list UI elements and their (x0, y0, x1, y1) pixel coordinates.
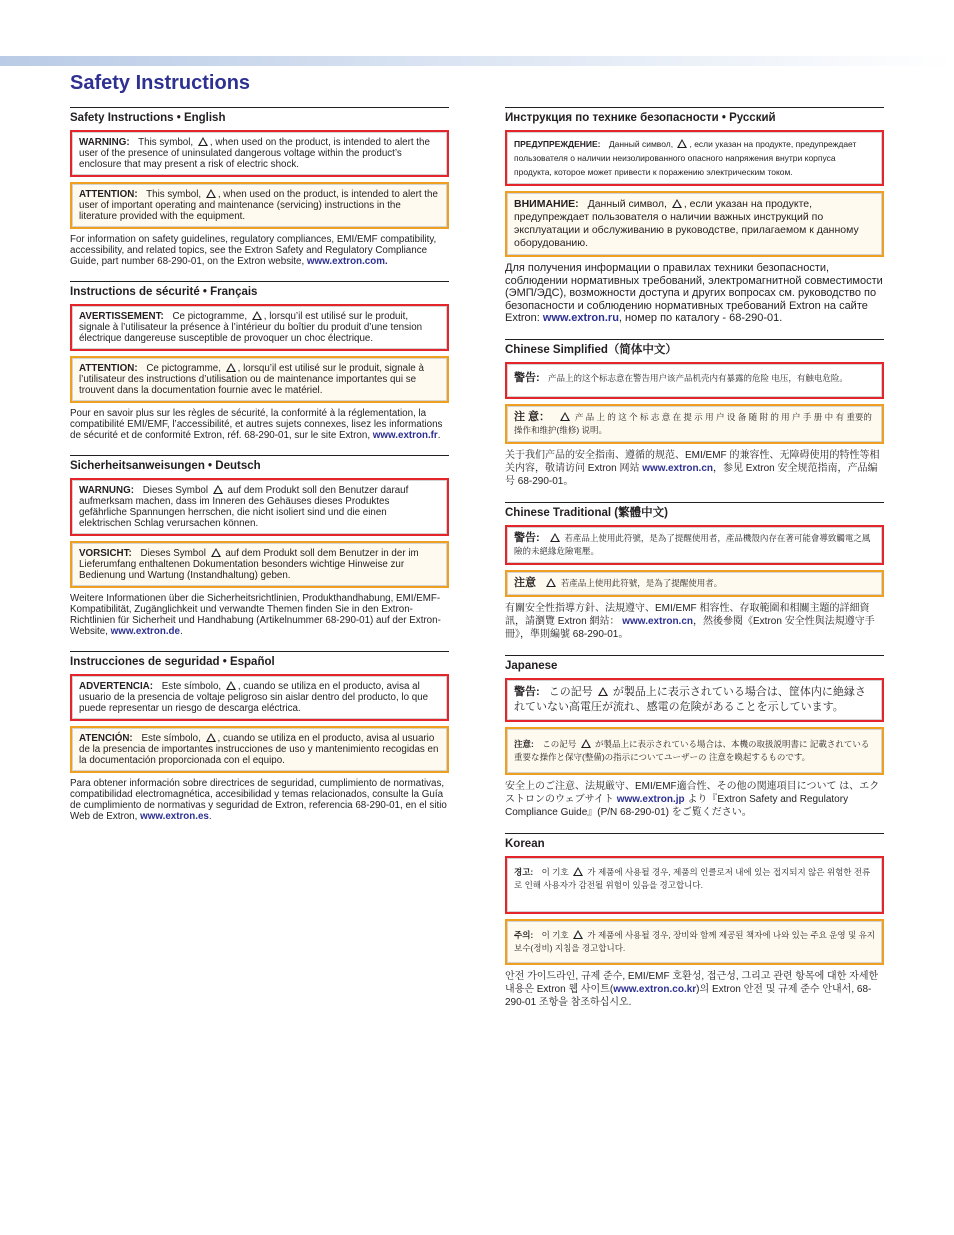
website-link[interactable]: www.extron.fr (372, 430, 438, 441)
warning-label: 警告: (514, 685, 540, 698)
attention-label: 注意 (514, 576, 536, 589)
attention-box (505, 404, 884, 444)
info-paragraph (505, 970, 884, 1009)
info-suffix: . (180, 626, 183, 637)
left-column (70, 107, 449, 836)
section-chinese-traditional (505, 502, 884, 641)
hazard-triangle-icon (560, 412, 570, 421)
header-bar (0, 56, 954, 66)
section-heading: Инструкция по технике безопасности • Русский (505, 112, 776, 124)
website-link[interactable]: www.extron.jp (616, 793, 685, 805)
attention-text: この記号 (542, 738, 577, 749)
warning-text: , lorsqu’il est utilisé sur le produit, signale à l’utilisateur la présence à l’intérieur du boîtier du produit d’une tension électrique dangereuse susceptible de provoquer un choc électrique. (79, 311, 423, 344)
attention-text: This symbol, (146, 189, 202, 200)
website-link[interactable]: www.extron.de (110, 626, 180, 637)
attention-label: ВНИМАНИЕ: (514, 198, 579, 210)
attention-text: 이 기호 (541, 929, 569, 940)
section-deutsch (70, 455, 449, 637)
warning-box (505, 525, 884, 565)
attention-text: 若產品上使用此符號，是為了提醒使用者。 (560, 577, 723, 588)
section-heading: Chinese Traditional (繁體中文) (505, 506, 668, 519)
warning-box (505, 856, 884, 914)
section-japanese (505, 655, 884, 819)
warning-text: , cuando se utiliza en el producto, avisa al usuario de la presencia de voltaje peligroso sin aislar dentro del producto, lo que puede representar un riesgo de descarga eléctrica. (79, 681, 429, 714)
attention-label: 注意: (514, 738, 534, 749)
warning-text: , если указан на продукте, предупреждает пользователя о наличии неизолированного опасного напряжения внутри корпуса продукта, которое может привести к поражению электрическим током. (514, 139, 857, 177)
attention-label: 주의: (514, 929, 534, 940)
attention-text: 产 品 上 的 这 个 标 志 意 在 提 示 用 户 设 备 随 附 的 用 户 手 册 中 有 重要的操作和维护(维修) 说明。 (514, 411, 872, 435)
warning-text: 가 제품에 사용될 경우, 제품의 인클로저 내에 있는 접지되지 않은 위험한 전류로 인해 사용자가 감전될 위험이 있음을 경고합니다. (514, 866, 871, 890)
section-heading: Instrucciones de seguridad • Español (70, 656, 275, 668)
website-link[interactable]: www.extron.cn (642, 462, 714, 474)
info-paragraph (505, 780, 884, 819)
info-text: For information on safety guidelines, regulatory compliances, EMI/EMF compatibility, accessibility, and related topics, see the Extron Safety and Regulatory Compliance Guide, part number 68-290-01, on the Extron website, (70, 234, 437, 267)
hazard-triangle-icon (252, 311, 262, 320)
attention-label: ATTENTION: (79, 189, 138, 200)
attention-box (70, 356, 449, 403)
info-paragraph (70, 778, 449, 822)
hazard-triangle-icon (213, 485, 223, 494)
website-link[interactable]: www.extron.com. (306, 256, 388, 267)
info-text: ，参见 Extron 安全规范指南，产品编号 68-290-01。 (505, 462, 878, 487)
attention-label: VORSICHT: (79, 548, 132, 559)
info-paragraph (70, 234, 449, 267)
warning-label: ПРЕДУПРЕЖДЕНИЕ: (514, 139, 601, 149)
warning-text: This symbol, (138, 137, 194, 148)
section-francais (70, 281, 449, 441)
info-text: ，然後參閱《Extron 安全性與法規遵守手冊》，準則編號 68-290-01。 (505, 615, 875, 640)
hazard-triangle-icon (206, 189, 216, 198)
info-paragraph (505, 262, 884, 325)
hazard-triangle-icon (198, 137, 208, 146)
hazard-triangle-icon (672, 199, 682, 208)
warning-box (505, 130, 884, 186)
attention-text: , lorsqu’il est utilisé sur le produit, signale à l’utilisateur des instructions d’utilisation ou de maintenance importantes qui se trouvent dans la documentation fournie avec le matériel. (79, 363, 424, 396)
info-text: Weitere Informationen über die Sicherheitsrichtlinien, Produkthandhabung, EMI/EMF-Kompatibilität, Zugänglichkeit und verwandte Themen finden Sie in den Extron-Richtlinien für Sicherheit und Handhabung (Artikelnummer 68-290-01) auf der Extron-Website, (70, 593, 441, 637)
section-espanol (70, 651, 449, 822)
info-text: Для получения информации о правилах техники безопасности, соблюдении нормативных требований, электромагнитной совместимости (ЭМП/ЭДС), возможности доступа и других вопросах см. руководство по безопасности и соблюдению нормативных требований Extron на сайте Extron: (505, 262, 883, 324)
warning-box (70, 674, 449, 721)
attention-text: Данный символ, (587, 198, 667, 210)
attention-box (70, 182, 449, 229)
attention-label: ATTENTION: (79, 363, 138, 374)
hazard-triangle-icon (573, 867, 583, 876)
warning-label: WARNING: (79, 137, 130, 148)
warning-text: 产品上的这个标志意在警告用户该产品机壳内有暴露的危险 电压，有触电危险。 (548, 372, 848, 383)
attention-label: 注 意： (514, 410, 551, 423)
info-paragraph (70, 593, 449, 637)
hazard-triangle-icon (206, 733, 216, 742)
warning-label: 警告: (514, 531, 540, 544)
section-heading: Chinese Simplified（简体中文） (505, 343, 677, 356)
hazard-triangle-icon (211, 548, 221, 557)
attention-label: ATENCIÓN: (79, 733, 133, 744)
warning-label: ADVERTENCIA: (79, 681, 154, 692)
warning-box (70, 304, 449, 351)
attention-box (70, 726, 449, 773)
warning-box (70, 130, 449, 177)
hazard-triangle-icon (677, 139, 687, 148)
warning-label: WARNUNG: (79, 485, 134, 496)
info-text: Pour en savoir plus sur les règles de sécurité, la conformité à la réglementation, la compatibilité EMI/EMF, l’accessibilité, et autres sujets connexes, lisez les informations de sécurité et de conformité Extron, réf. 68-290-01, sur le site Extron, (70, 408, 443, 441)
info-text: 安全上のご注意、法規厳守、EMI/EMF適合性、その他の関連項目について は、エクストロンのウェブサイト (505, 780, 880, 805)
attention-text: , when used on the product, is intended to alert the user of important operating and maintenance (servicing) instructions in the literature provided with the equipment. (79, 189, 438, 222)
attention-text: auf dem Produkt soll dem Benutzer in der im Lieferumfang enthaltenen Dokumentation besonders wichtige Hinweise zur Bedienung und Wartung (Instandhaltung) geben. (79, 548, 419, 581)
warning-label: AVERTISSEMENT: (79, 311, 164, 322)
section-heading: Korean (505, 837, 545, 850)
page-title: Safety Instructions (70, 72, 251, 94)
info-text: より『Extron Safety and Regulatory Compliance Guide』(P/N 68-290-01) をご覧ください。 (505, 793, 849, 818)
section-heading: Sicherheitsanweisungen • Deutsch (70, 460, 261, 472)
warning-text: 이 기호 (541, 866, 569, 877)
section-heading: Instructions de sécurité • Français (70, 286, 258, 298)
warning-text: Este símbolo, (161, 681, 222, 692)
attention-box (505, 191, 884, 257)
warning-text: この記号 (548, 685, 593, 698)
hazard-triangle-icon (573, 930, 583, 939)
website-link[interactable]: www.extron.co.kr (613, 983, 697, 995)
section-russian (505, 107, 884, 325)
warning-text: が製品上に表示されている場合は、筐体内に絶縁されていない高電圧が流れ、感電の危険があることを示しています。 (514, 685, 866, 713)
section-heading: Safety Instructions • English (70, 112, 226, 124)
info-text: 안전 가이드라인, 규제 준수, EMI/EMF 호환성, 접근성, 그리고 관련 항목에 대한 자세한 내용은 Extron 웹 사이트( (505, 970, 879, 995)
warning-box (505, 678, 884, 722)
warning-box (505, 362, 884, 399)
hazard-triangle-icon (546, 578, 556, 587)
info-suffix: . (208, 811, 212, 822)
hazard-triangle-icon (226, 363, 236, 372)
warning-text: Ce pictogramme, (172, 311, 248, 322)
hazard-triangle-icon (598, 687, 608, 696)
attention-box (505, 727, 884, 775)
attention-box (505, 570, 884, 597)
website-link[interactable]: www.extron.cn (622, 615, 694, 627)
attention-text: , если указан на продукте, предупреждает пользователя о наличии важных инструкций по эксплуатации и обслуживанию в руководстве, прилагаемом к данному оборудованию. (514, 198, 859, 249)
section-heading: Japanese (505, 659, 558, 672)
info-paragraph (505, 449, 884, 488)
warning-text: 若產品上使用此符號，是為了提醒使用者，產品機殼內存在著可能會導致觸電之風險的未絕緣危險電壓。 (514, 532, 871, 556)
warning-label: 경고: (514, 866, 534, 877)
attention-text: , cuando se utiliza en el producto, avisa al usuario de la presencia de importantes instrucciones de uso y mantenimiento recogidas en la documentación proporcionada con el equipo. (79, 733, 439, 766)
attention-text: Este símbolo, (141, 733, 201, 744)
info-suffix: . (437, 430, 441, 441)
hazard-triangle-icon (581, 739, 591, 748)
attention-box (505, 919, 884, 965)
warning-text: Dieses Symbol (142, 485, 209, 496)
info-text: Para obtener información sobre directrices de seguridad, cumplimiento de normativas, compatibilidad electromagnética, accesibilidad y temas relacionados, consulte la Guía de cumplimiento de normativas y seguridad de Extron, referencia 68-290-01, en el sitio Web de Extron, (70, 778, 447, 822)
attention-box (70, 541, 449, 588)
info-text: )의 Extron 안전 및 규제 준수 안내서, 68-290-01 조항을 참조하십시오. (505, 983, 872, 1008)
attention-text: Dieses Symbol (140, 548, 206, 559)
info-paragraph (70, 408, 449, 441)
warning-text: Данный символ, (608, 139, 674, 149)
attention-text: Ce pictogramme, (146, 363, 221, 374)
warning-text: auf dem Produkt soll den Benutzer darauf aufmerksam machen, dass im Inneren des Gehäuses dieses Produktes gefährliche Spannungen herrschen, die nicht isoliert sind und die einen elektrischen Schlag verursachen können. (79, 485, 409, 529)
right-column (505, 107, 884, 1023)
section-chinese-simplified (505, 339, 884, 488)
warning-box (70, 478, 449, 536)
info-text: 关于我们产品的安全指南、遵循的规范、EMI/EMF 的兼容性、无障碍使用的特性等相关内容，敬请访问 Extron 网站 (505, 449, 880, 474)
info-text: 有關安全性指導方針、法規遵守、EMI/EMF 相容性、存取範圍和相關主題的詳細資訊，請瀏覽 Extron 網站： (505, 602, 870, 627)
attention-text: が製品上に表示されている場合は、本機の取扱説明書に 記載されている重要な操作と保守(整備)の指示についてユーザーの 注意を喚起するものです。 (514, 738, 870, 762)
warning-label: 警告: (514, 371, 540, 384)
website-link[interactable]: www.extron.ru (542, 312, 619, 324)
warning-text: , when used on the product, is intended to alert the user of the presence of uninsulated dangerous voltage within the product’s enclosure that may present a risk of electric shock. (79, 137, 430, 170)
info-suffix: , номер по каталогу - 68-290-01. (618, 312, 783, 324)
section-english (70, 107, 449, 267)
attention-text: 가 제품에 사용될 경우, 장비와 함께 제공된 책자에 나와 있는 주요 운영 및 유지보수(정비) 지침을 경고합니다. (514, 929, 875, 953)
hazard-triangle-icon (226, 681, 236, 690)
section-korean (505, 833, 884, 1009)
hazard-triangle-icon (550, 533, 560, 542)
website-link[interactable]: www.extron.es (140, 811, 209, 822)
info-paragraph (505, 602, 884, 641)
